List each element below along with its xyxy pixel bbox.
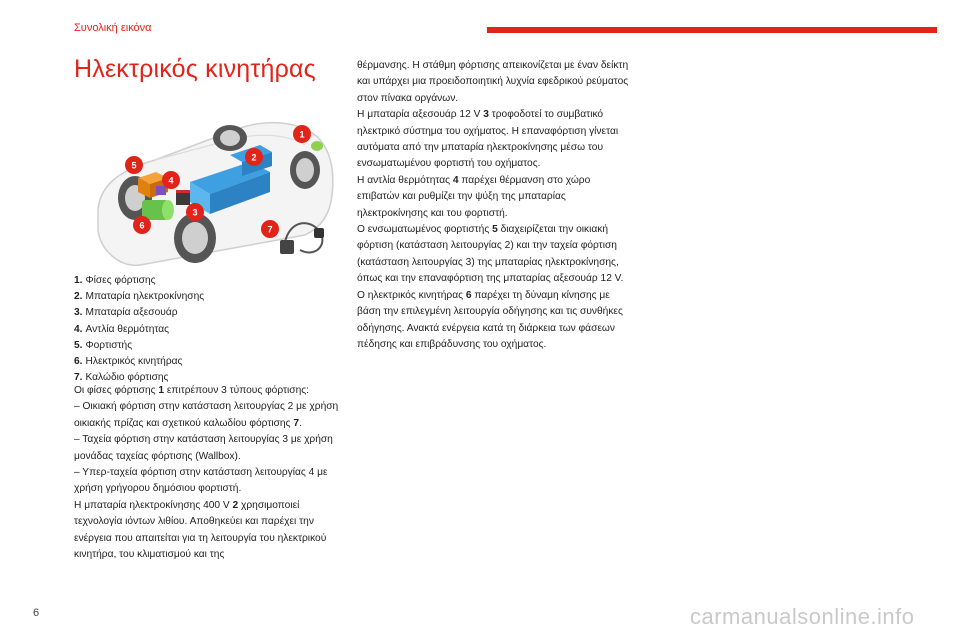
paragraph-traction-battery: Η μπαταρία ηλεκτροκίνησης 400 V 2 χρησιμοποιεί τεχνολογία ιόντων λιθίου. Αποθηκεύει και παρέχει την ενέργεια που απαιτείται για τη λειτουργία του ηλεκτρικού κινητήρα, του κλιματισμού και της: [74, 499, 327, 561]
legend-item: 3. Μπαταρία αξεσουάρ: [74, 307, 178, 319]
body-text-right: [357, 58, 632, 353]
svg-text:1: 1: [299, 129, 305, 140]
callout-3: [186, 203, 204, 221]
svg-text:3: 3: [192, 207, 198, 218]
heat-pump: [156, 186, 166, 195]
rear-wheel-top: [213, 125, 247, 151]
callout-1: [293, 125, 311, 143]
section-header: Συνολική εικόνα: [74, 22, 152, 34]
paragraph-heating: θέρμανσης. Η στάθμη φόρτισης απεικονίζεται με έναν δείκτη και υπάρχει μια προειδοποιητική λυχνία εφεδρικού ρεύματος στον πίνακα οργάνων.: [357, 60, 629, 104]
callout-6: [133, 216, 151, 234]
page-title: Ηλεκτρικός κινητήρας: [74, 55, 316, 83]
legend-item: 4. Αντλία θερμότητας: [74, 323, 170, 335]
paragraph-charging-types: Οι φίσες φόρτισης 1 επιτρέπουν 3 τύπους φόρτισης:: [74, 385, 309, 396]
legend-item: 6. Ηλεκτρικός κινητήρας: [74, 356, 183, 368]
body-text-left: [74, 383, 344, 563]
paragraph-heat-pump: Η αντλία θερμότητας 4 παρέχει θέρμανση στο χώρο επιβατών και ρυθμίζει την ψύξη της μπαταρίας ηλεκτροκίνησης και του φορτιστή.: [357, 174, 591, 219]
paragraph-accessory-battery: Η μπαταρία αξεσουάρ 12 V 3 τροφοδοτεί το συμβατικό ηλεκτρικό σύστημα του οχήματος. Η επαναφόρτιση γίνεται αυτόματα από την μπαταρία ηλεκτροκίνησης μέσω του ενσωματωμένου φορτιστή του οχήματος.: [357, 109, 619, 170]
callout-7: [261, 220, 279, 238]
legend-item: 1. Φίσες φόρτισης: [74, 275, 156, 286]
legend-item: 5. Φορτιστής: [74, 339, 133, 351]
electric-motor: [142, 200, 174, 220]
legend-item: 2. Μπαταρία ηλεκτροκίνησης: [74, 291, 205, 303]
paragraph-mode-4: – Υπερ-ταχεία φόρτιση στην κατάσταση λειτουργίας 4 με χρήση γρήγορου δημόσιου φορτιστή.: [74, 467, 328, 495]
svg-text:6: 6: [139, 220, 145, 231]
watermark: carmanualsonline.info: [690, 604, 915, 629]
charging-socket: [311, 141, 323, 151]
header-accent-bar: [487, 27, 937, 33]
electric-car-illustration: [80, 100, 340, 272]
svg-text:7: 7: [267, 224, 273, 235]
page-number: 6: [33, 607, 40, 619]
accessory-battery: [176, 190, 190, 205]
paragraph-charger: Ο ενσωματωμένος φορτιστής 5 διαχειρίζεται την οικιακή φόρτιση (κατάσταση λειτουργίας 2) και την ταχεία φόρτιση (κατάσταση λειτουργίας 3) της μπαταρίας ηλεκτροκίνησης, όπως και την επαναφόρτιση της μπαταρίας αξεσουάρ 12 V.: [357, 224, 624, 285]
paragraph-mode-2: – Οικιακή φόρτιση στην κατάσταση λειτουργίας 2 με χρήση οικιακής πρίζας και σχετικού καλωδίου φόρτισης 7.: [74, 401, 339, 429]
callout-4: [162, 171, 180, 189]
svg-text:5: 5: [131, 160, 137, 171]
callout-5: [125, 156, 143, 174]
svg-text:4: 4: [168, 175, 174, 186]
paragraph-mode-3: – Ταχεία φόρτιση στην κατάσταση λειτουργίας 3 με χρήση μονάδας ταχείας φόρτισης (Wallbox).: [74, 434, 333, 462]
legend-item: 7. Καλώδιο φόρτισης: [74, 372, 169, 384]
paragraph-motor: Ο ηλεκτρικός κινητήρας 6 παρέχει τη δύναμη κίνησης με βάση την επιλεγμένη λειτουργία οδήγησης και τις συνθήκες οδήγησης. Ανακτά ενέργεια κατά τη διάρκεια των φάσεων πέδησης και επιβράδυνσης του οχήματος.: [357, 289, 623, 350]
callout-2: [245, 148, 263, 166]
component-legend: [74, 273, 204, 386]
svg-text:2: 2: [251, 152, 257, 163]
front-wheel-right: [290, 151, 320, 189]
